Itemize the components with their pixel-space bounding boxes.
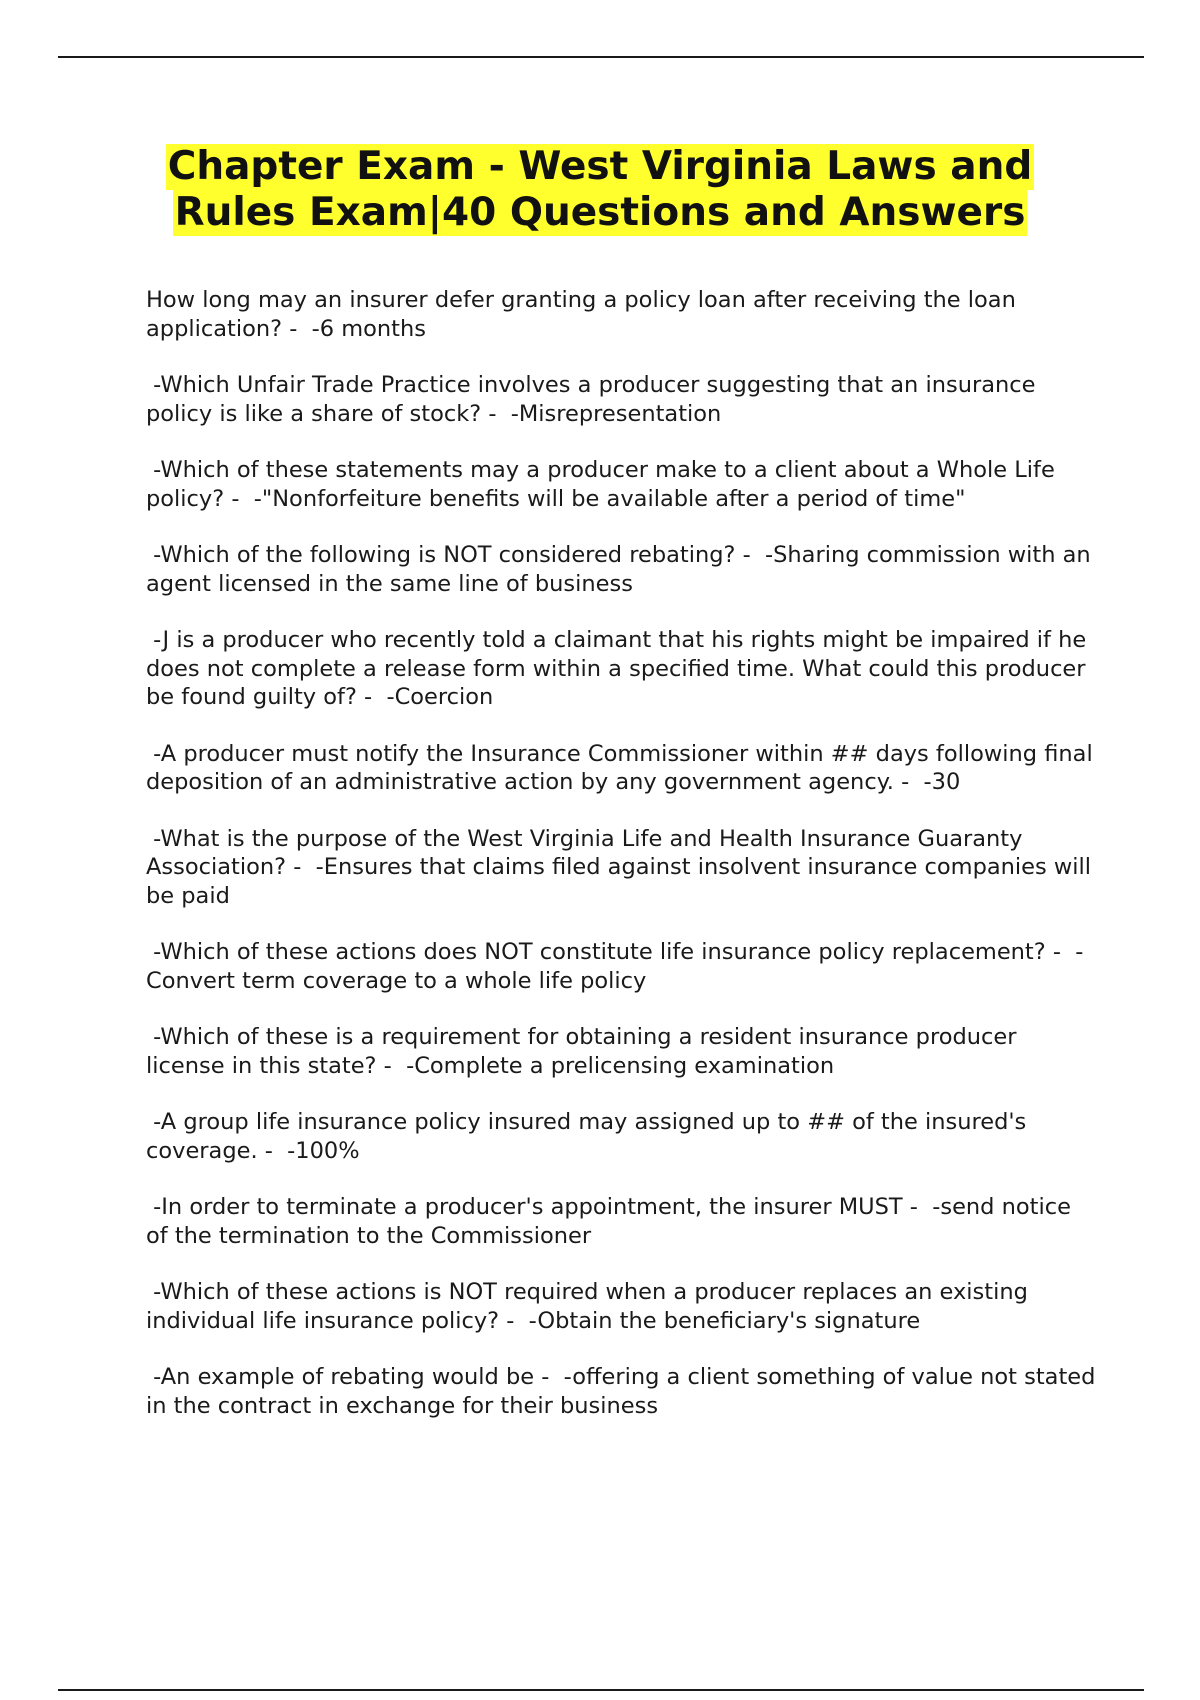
- top-rule: [58, 56, 1144, 58]
- qa-item: -An example of rebating would be - -offering a client something of value not stated in the contract in exchange for their business: [146, 1364, 1103, 1419]
- title-line-1: Chapter Exam - West Virginia Laws and: [167, 144, 1033, 189]
- document-title: [60, 144, 1140, 236]
- qa-item: -Which of these statements may a producer make to a client about a Whole Life policy? - -"Nonforfeiture benefits will be available after a period of time": [146, 457, 1062, 512]
- qa-item: -What is the purpose of the West Virginia Life and Health Insurance Guaranty Association? - -Ensures that claims filed against insolvent insurance companies will be paid: [146, 825, 1099, 909]
- qa-item: -J is a producer who recently told a claimant that his rights might be impaired if he does not complete a release form within a specified time. What could this producer be found guilty of? - -Coercion: [146, 627, 1094, 710]
- qa-item: -In order to terminate a producer's appointment, the insurer MUST - -send notice of the termination to the Commissioner: [146, 1194, 1079, 1249]
- qa-item: -A group life insurance policy insured may assigned up to ## of the insured's coverage. - -100%: [146, 1109, 1034, 1164]
- qa-item: How long may an insurer defer granting a policy loan after receiving the loan application? - -6 months: [146, 287, 1024, 342]
- qa-item: -Which Unfair Trade Practice involves a producer suggesting that an insurance policy is like a share of stock? - -Misrepresentation: [146, 372, 1043, 427]
- qa-item: -Which of these actions does NOT constitute life insurance policy replacement? - -Convert term coverage to a whole life policy: [146, 939, 1084, 994]
- qa-list: [146, 286, 1103, 1448]
- qa-item: -Which of the following is NOT considered rebating? - -Sharing commission with an agent licensed in the same line of business: [146, 542, 1098, 597]
- title-line-2: Rules Exam|40 Questions and Answers: [174, 190, 1026, 235]
- qa-item: -A producer must notify the Insurance Commissioner within ## days following final deposition of an administrative action by any government agency. - -30: [146, 740, 1100, 795]
- qa-item: -Which of these is a requirement for obtaining a resident insurance producer license in this state? - -Complete a prelicensing examination: [146, 1024, 1024, 1079]
- bottom-rule: [58, 1689, 1144, 1691]
- qa-item: -Which of these actions is NOT required when a producer replaces an existing individual life insurance policy? - -Obtain the beneficiary's signature: [146, 1279, 1036, 1334]
